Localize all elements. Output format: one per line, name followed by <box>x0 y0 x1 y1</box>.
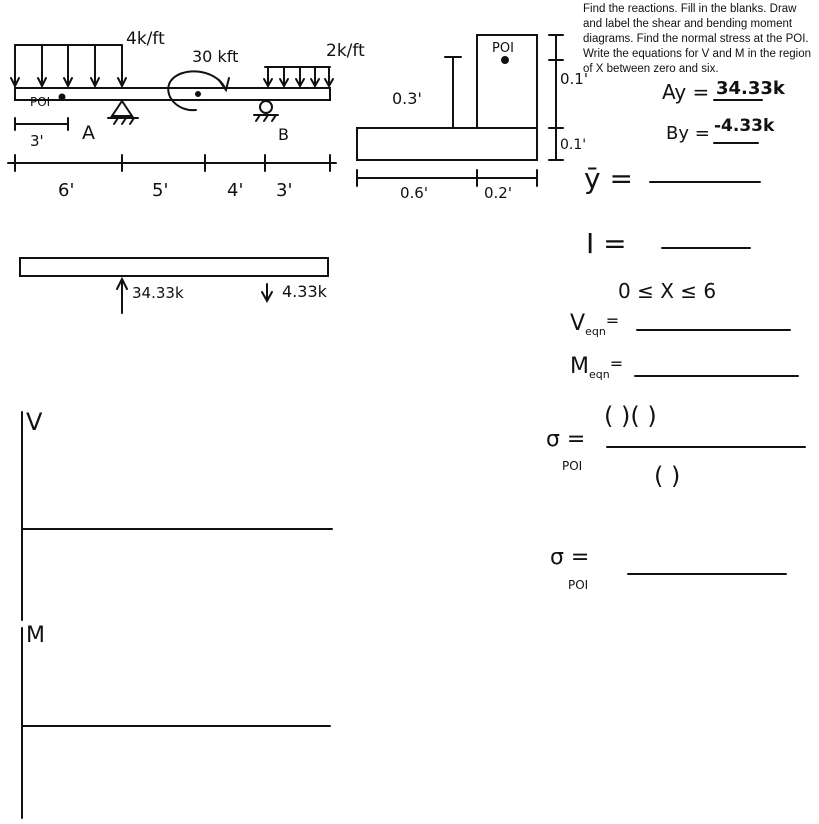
poi-dot-beam <box>60 95 65 100</box>
sigma-answer-label: σ = <box>550 545 590 570</box>
moment-arrow <box>168 71 229 110</box>
instructions-text: Find the reactions. Fill in the blanks. Draw and label the shear and bending moment diagrams. Find the normal stress at the POI. Write the equations for V and M in the region of X between zero and six. <box>583 3 812 75</box>
web-width-label: 0.1' <box>560 70 588 88</box>
support-a <box>108 101 138 124</box>
fbd-beam <box>20 258 328 276</box>
web-width-bottom-label: 0.2' <box>484 184 512 202</box>
shear-diagram-axes[interactable] <box>22 412 332 620</box>
sigma-answer-sub: POI <box>568 578 589 592</box>
poi-label-beam: POI <box>30 95 51 109</box>
span-dimension <box>8 155 336 171</box>
by-label: By = <box>666 123 710 144</box>
poi-label-section: POI <box>492 41 514 56</box>
m-eqn-label: $M_{eqn}^=$ <box>570 354 624 381</box>
ybar-label: ȳ = <box>584 162 633 195</box>
span-label-4: 3' <box>276 180 293 201</box>
flange-width-label: 0.6' <box>400 184 428 202</box>
span-label-3: 4' <box>227 180 244 201</box>
poi-offset-label: 3' <box>30 132 44 150</box>
flange-thickness-label: 0.1' <box>560 137 587 153</box>
distributed-load-left <box>11 45 126 86</box>
i-label: I = <box>586 227 627 260</box>
beam-diagram <box>8 45 336 171</box>
poi-offset-dimension <box>15 118 68 130</box>
moment-label: 30 kft <box>192 47 239 66</box>
support-a-label: A <box>82 122 95 144</box>
support-b <box>254 101 278 121</box>
v-eqn-label: $V_{eqn}^=$ <box>570 311 620 338</box>
distributed-load-right <box>264 67 333 86</box>
load-right-label: 2k/ft <box>326 41 365 61</box>
fbd-reaction-a-label: 34.33k <box>132 284 184 302</box>
sigma-label: σ = <box>546 427 586 452</box>
poi-dot-section <box>502 57 508 63</box>
sigma-sub: POI <box>562 459 583 473</box>
web-height-label: 0.3' <box>392 89 422 108</box>
span-label-2: 5' <box>152 180 169 201</box>
flange <box>357 128 537 160</box>
moment-diagram-axes[interactable] <box>22 628 330 818</box>
span-label-1: 6' <box>58 180 75 201</box>
shear-axis-label: V <box>26 408 43 436</box>
stress-denominator: ( ) <box>654 462 681 490</box>
moment-axis-label: M <box>26 623 45 648</box>
ay-value: 34.33k <box>716 78 785 99</box>
ay-label: Ay = <box>662 80 710 104</box>
region-range-label: 0 ≤ X ≤ 6 <box>618 279 717 303</box>
by-value: -4.33k <box>714 116 775 136</box>
cross-section <box>357 35 563 186</box>
support-b-label: B <box>278 125 289 144</box>
load-left-label: 4k/ft <box>126 29 165 49</box>
fbd-reaction-b-label: 4.33k <box>282 282 327 301</box>
stress-numerator: ( )( ) <box>604 402 657 430</box>
